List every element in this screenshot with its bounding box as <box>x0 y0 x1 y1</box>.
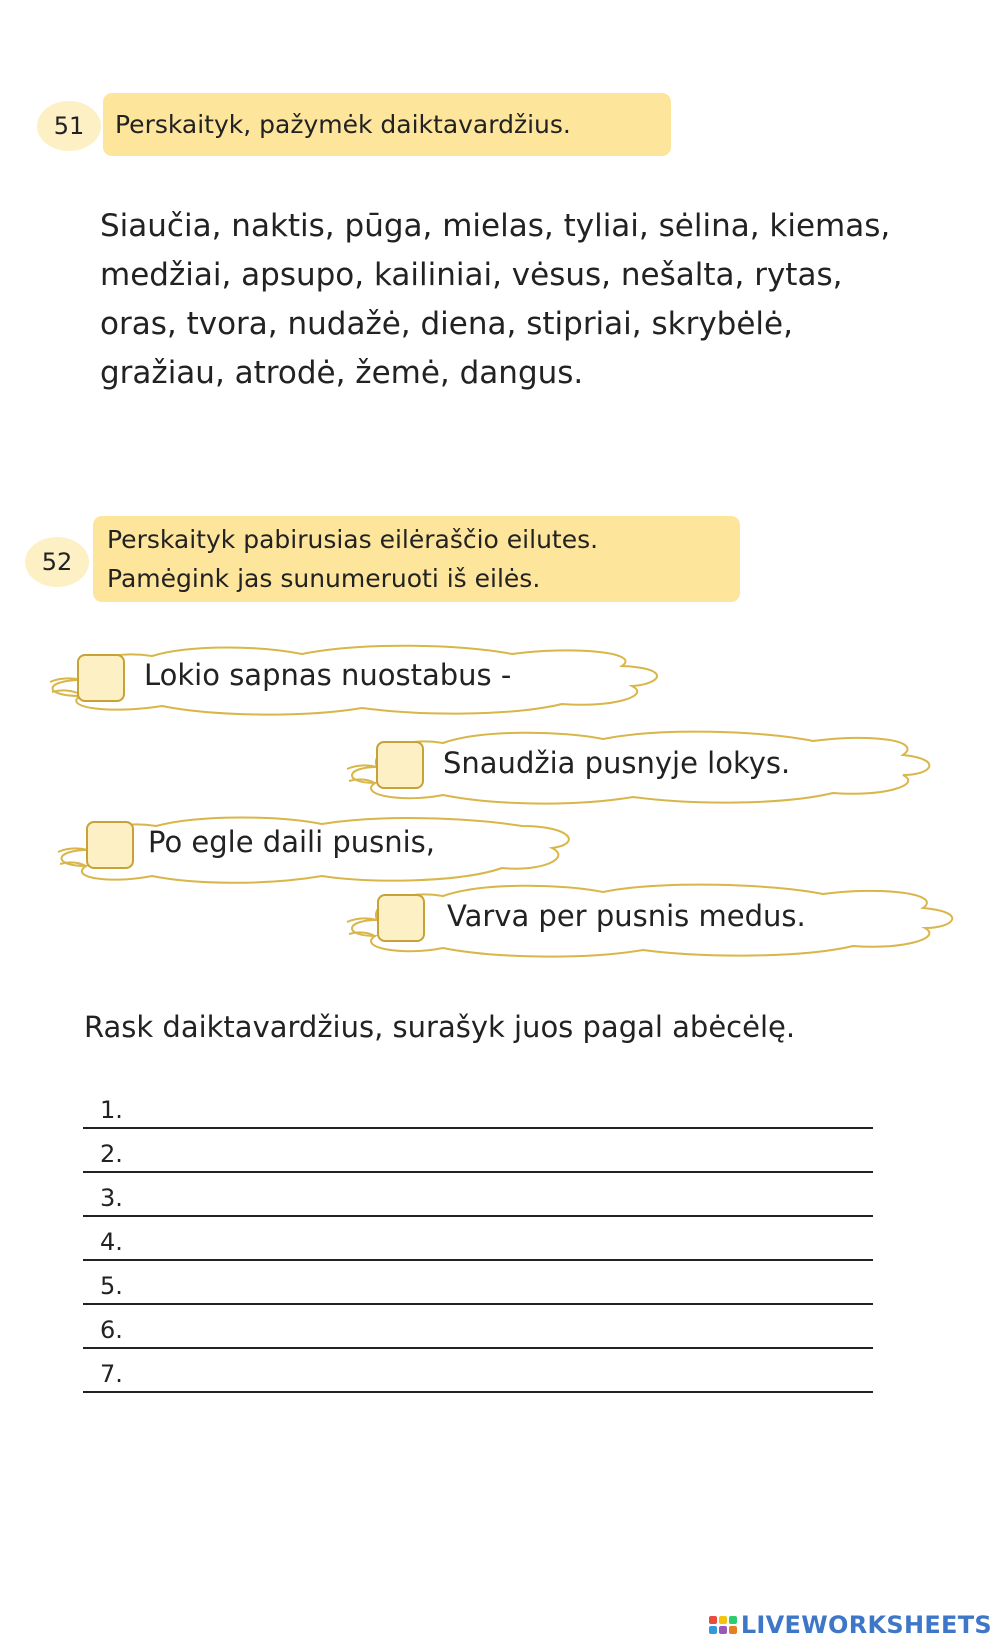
task-52-instruction-line-1: Perskaityk pabirusias eilėraščio eilutes. <box>107 525 599 554</box>
alphabetical-instruction: Rask daiktavardžius, surašyk juos pagal abėcėlę. <box>84 1010 796 1044</box>
answer-number: 6. <box>100 1316 123 1344</box>
answer-line-4[interactable] <box>83 1217 873 1261</box>
liveworksheets-brand[interactable] <box>709 1608 992 1642</box>
task-number-label: 52 <box>41 548 73 576</box>
number-input-box[interactable] <box>86 821 134 869</box>
answer-number: 5. <box>100 1272 123 1300</box>
number-input-box[interactable] <box>376 741 424 789</box>
task-51-instruction-banner <box>103 93 671 156</box>
poem-line-cloud-1 <box>42 640 672 720</box>
word-line: gražiau, atrodė, žemė, dangus. <box>100 355 584 391</box>
task-51-instruction: Perskaityk, pažymėk daiktavardžius. <box>115 110 571 139</box>
answer-number: 2. <box>100 1140 123 1168</box>
poem-line-cloud-4 <box>343 880 958 962</box>
answer-line-3[interactable] <box>83 1173 873 1217</box>
answer-line-6[interactable] <box>83 1305 873 1349</box>
word-line: medžiai, apsupo, kailiniai, vėsus, nešalta, rytas, <box>100 257 843 293</box>
answer-line-1[interactable] <box>83 1085 873 1129</box>
answer-number: 1. <box>100 1096 123 1124</box>
poem-line-text: Lokio sapnas nuostabus - <box>144 658 512 692</box>
answer-number: 4. <box>100 1228 123 1256</box>
answer-line-7[interactable] <box>83 1349 873 1393</box>
task-52-instruction-line-2: Pamėgink jas sunumeruoti iš eilės. <box>107 564 541 593</box>
noun-word-list <box>100 202 960 398</box>
poem-line-text: Po egle daili pusnis, <box>148 825 436 859</box>
task-number-51 <box>37 101 101 151</box>
answer-line-2[interactable] <box>83 1129 873 1173</box>
answer-number: 7. <box>100 1360 123 1388</box>
poem-line-text: Snaudžia pusnyje lokys. <box>443 746 791 780</box>
number-input-box[interactable] <box>77 654 125 702</box>
poem-line-cloud-2 <box>343 727 933 809</box>
brand-text: LIVEWORKSHEETS <box>740 1611 992 1639</box>
answer-number: 3. <box>100 1184 123 1212</box>
answer-line-5[interactable] <box>83 1261 873 1305</box>
task-52-instruction-banner <box>93 516 740 602</box>
word-line: oras, tvora, nudažė, diena, stipriai, skrybėlė, <box>100 306 793 342</box>
number-input-box[interactable] <box>377 894 425 942</box>
word-line: Siaučia, naktis, pūga, mielas, tyliai, sėlina, kiemas, <box>100 208 891 244</box>
task-number-52 <box>25 537 89 587</box>
poem-line-text: Varva per pusnis medus. <box>447 899 806 933</box>
liveworksheets-logo-icon <box>709 1616 737 1634</box>
task-number-label: 51 <box>53 112 85 140</box>
